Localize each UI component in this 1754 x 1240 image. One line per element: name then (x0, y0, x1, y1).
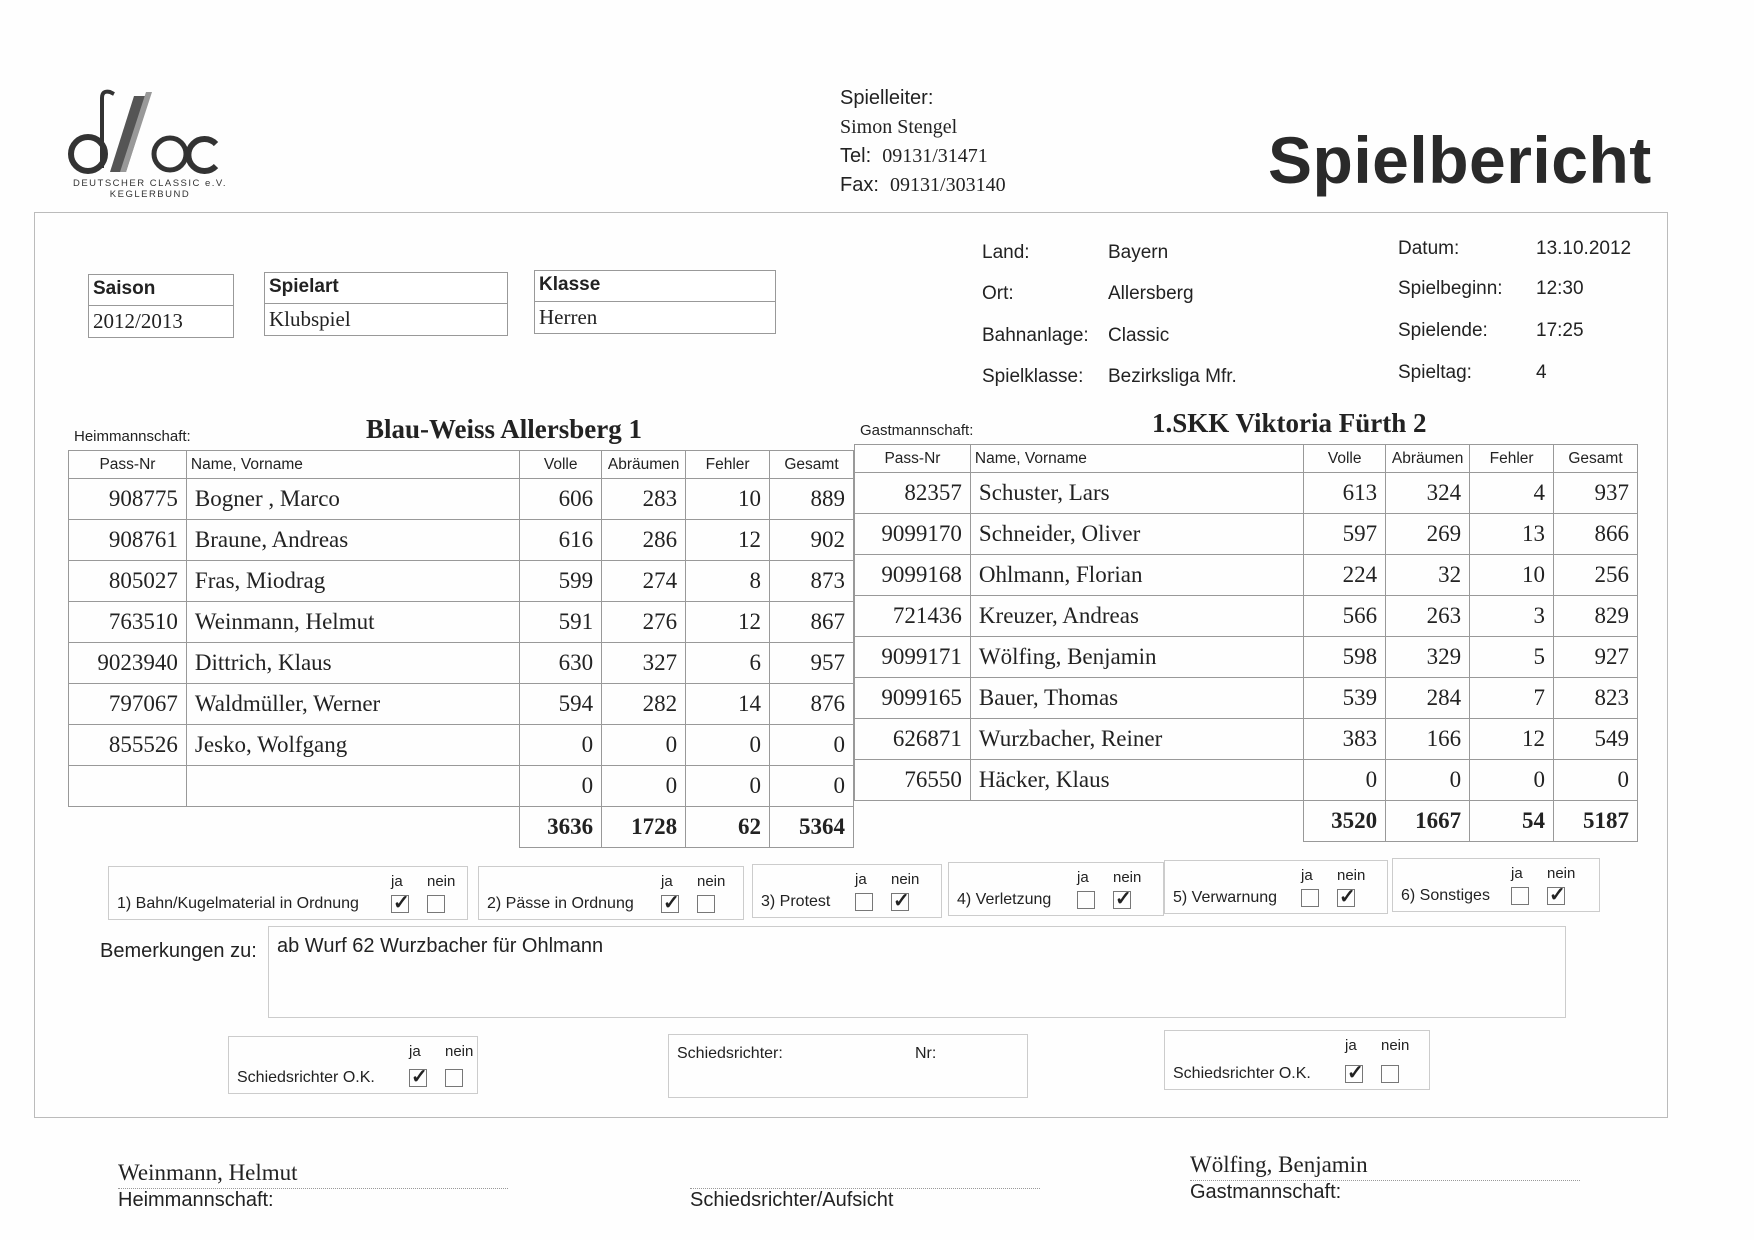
datum-value: 13.10.2012 (1536, 238, 1632, 259)
home-header-row (69, 451, 854, 479)
total-gesamt: 5187 (1554, 801, 1638, 842)
abraeumen-cell: 283 (602, 479, 686, 520)
fehler-cell: 0 (1470, 760, 1554, 801)
name-cell: Schuster, Lars (970, 473, 1303, 514)
player-row (69, 561, 854, 602)
guest-signature (1190, 1152, 1580, 1204)
col-name: Name, Vorname (970, 445, 1303, 473)
abraeumen-cell: 327 (602, 643, 686, 684)
logo-org-line1: DEUTSCHER CLASSIC e.V. (72, 178, 228, 189)
pass-nr-cell: 626871 (855, 719, 971, 760)
land-label: Land: (982, 242, 1030, 263)
fehler-cell: 12 (686, 602, 770, 643)
fehler-cell: 12 (1470, 719, 1554, 760)
abraeumen-cell: 284 (1386, 678, 1470, 719)
schiedsrichter-ok-guest-nein-checkbox[interactable] (1381, 1065, 1399, 1083)
col-fehler: Fehler (686, 451, 770, 479)
klasse-value: Herren (539, 305, 598, 329)
abraeumen-cell: 269 (1386, 514, 1470, 555)
home-signature-label: Heimmannschaft: (118, 1189, 274, 1211)
logo-org-line2: KEGLERBUND (109, 189, 191, 200)
name-cell: Dittrich, Klaus (186, 643, 519, 684)
check-3-ja-checkbox[interactable] (855, 893, 873, 911)
home-score-table (68, 450, 854, 848)
pass-nr-cell: 763510 (69, 602, 187, 643)
schiedsrichter-box (668, 1034, 1028, 1098)
player-row (69, 602, 854, 643)
player-row (69, 479, 854, 520)
guest-signature-name: Wölfing, Benjamin (1190, 1152, 1368, 1177)
spielart-label: Spielart (265, 273, 507, 304)
check-question-label: 3) Protest (761, 893, 831, 910)
pass-nr-cell: 908761 (69, 520, 187, 561)
home-team-name: Blau-Weiss Allersberg 1 (366, 414, 642, 444)
total-gesamt: 5364 (770, 807, 854, 848)
home-signature-name: Weinmann, Helmut (118, 1160, 298, 1185)
totals-row (855, 801, 1638, 842)
total-volle: 3636 (520, 807, 602, 848)
check-question-1 (108, 866, 468, 920)
nein-label: nein (1381, 1037, 1410, 1054)
col-gesamt: Gesamt (1554, 445, 1638, 473)
col-abraeumen: Abräumen (602, 451, 686, 479)
abraeumen-cell: 286 (602, 520, 686, 561)
col-pass-nr: Pass-Nr (855, 445, 971, 473)
gesamt-cell: 876 (770, 684, 854, 725)
pass-nr-cell: 9099171 (855, 637, 971, 678)
volle-cell: 630 (520, 643, 602, 684)
schiedsrichter-nr-label: Nr: (915, 1045, 937, 1062)
gesamt-cell: 0 (770, 725, 854, 766)
gesamt-cell: 829 (1554, 596, 1638, 637)
volle-cell: 599 (520, 561, 602, 602)
schiedsrichter-ok-home (228, 1036, 478, 1094)
volle-cell: 0 (1304, 760, 1386, 801)
volle-cell: 383 (1304, 719, 1386, 760)
name-cell: Häcker, Klaus (970, 760, 1303, 801)
totals-row (69, 807, 854, 848)
spielklasse-value: Bezirksliga Mfr. (1108, 366, 1237, 387)
guest-header-row (855, 445, 1638, 473)
pass-nr-cell (69, 766, 187, 807)
player-row (855, 678, 1638, 719)
home-team-label: Heimmannschaft: (74, 428, 191, 445)
ort-value: Allersberg (1108, 283, 1194, 304)
spieltag-label: Spieltag: (1398, 362, 1472, 383)
nein-label: nein (1113, 869, 1142, 886)
abraeumen-cell: 166 (1386, 719, 1470, 760)
volle-cell: 0 (520, 725, 602, 766)
schiedsrichter-ok-label: Schiedsrichter O.K. (237, 1069, 375, 1086)
total-fehler: 54 (1470, 801, 1554, 842)
player-row (69, 643, 854, 684)
pass-nr-cell: 9099165 (855, 678, 971, 719)
col-volle: Volle (520, 451, 602, 479)
player-row (69, 684, 854, 725)
page-title: Spielbericht (1268, 123, 1652, 197)
gesamt-cell: 0 (1554, 760, 1638, 801)
gesamt-cell: 866 (1554, 514, 1638, 555)
pass-nr-cell: 721436 (855, 596, 971, 637)
abraeumen-cell: 0 (602, 766, 686, 807)
saison-label: Saison (89, 275, 233, 306)
schiedsrichter-ok-guest-ja-checkbox[interactable] (1345, 1065, 1363, 1083)
home-signature (118, 1160, 508, 1212)
gesamt-cell: 957 (770, 643, 854, 684)
spielbeginn-value: 12:30 (1536, 278, 1584, 299)
player-row (855, 719, 1638, 760)
gesamt-cell: 927 (1554, 637, 1638, 678)
schiedsrichter-ok-home-nein-checkbox[interactable] (445, 1069, 463, 1087)
check-4-ja-checkbox[interactable] (1077, 891, 1095, 909)
spielleiter-label: Spielleiter: (840, 87, 934, 109)
fehler-cell: 5 (1470, 637, 1554, 678)
spielleiter-block (840, 84, 1006, 200)
pass-nr-cell: 855526 (69, 725, 187, 766)
spielart-value: Klubspiel (269, 307, 351, 331)
abraeumen-cell: 32 (1386, 555, 1470, 596)
check-4-nein-checkbox[interactable] (1113, 891, 1131, 909)
check-3-nein-checkbox[interactable] (891, 893, 909, 911)
tel-label: Tel: (840, 145, 872, 167)
ja-label: ja (661, 873, 673, 890)
check-question-3 (752, 864, 942, 918)
abraeumen-cell: 263 (1386, 596, 1470, 637)
col-pass-nr: Pass-Nr (69, 451, 187, 479)
check-question-6 (1392, 858, 1600, 912)
nein-label: nein (891, 871, 920, 888)
abraeumen-cell: 0 (1386, 760, 1470, 801)
player-row (69, 520, 854, 561)
check-question-5 (1164, 860, 1388, 914)
pass-nr-cell: 82357 (855, 473, 971, 514)
guest-team-label: Gastmannschaft: (860, 422, 974, 439)
nein-label: nein (445, 1043, 474, 1060)
player-row (855, 596, 1638, 637)
referee-signature-label: Schiedsrichter/Aufsicht (690, 1189, 894, 1211)
volle-cell: 606 (520, 479, 602, 520)
volle-cell: 594 (520, 684, 602, 725)
bemerkungen-label: Bemerkungen zu: (100, 940, 257, 962)
ja-label: ja (1511, 865, 1523, 882)
klasse-label: Klasse (535, 271, 775, 302)
totals-spacer (69, 807, 520, 848)
fehler-cell: 12 (686, 520, 770, 561)
fehler-cell: 0 (686, 725, 770, 766)
abraeumen-cell: 324 (1386, 473, 1470, 514)
ja-label: ja (1077, 869, 1089, 886)
ja-label: ja (1345, 1037, 1357, 1054)
name-cell: Kreuzer, Andreas (970, 596, 1303, 637)
bemerkungen-text: ab Wurf 62 Wurzbacher für Ohlmann (277, 935, 604, 957)
abraeumen-cell: 274 (602, 561, 686, 602)
check-question-4 (948, 862, 1164, 916)
dkbc-logo-icon (66, 88, 236, 180)
spielleiter-name: Simon Stengel (840, 116, 958, 138)
name-cell: Jesko, Wolfgang (186, 725, 519, 766)
gesamt-cell: 256 (1554, 555, 1638, 596)
spieltag-value: 4 (1536, 362, 1547, 383)
check-6-ja-checkbox[interactable] (1511, 887, 1529, 905)
col-abraeumen: Abräumen (1386, 445, 1470, 473)
volle-cell: 613 (1304, 473, 1386, 514)
saison-box (88, 274, 234, 338)
gesamt-cell: 902 (770, 520, 854, 561)
guest-score-table (854, 444, 1638, 842)
nein-label: nein (1337, 867, 1366, 884)
fax-value: 09131/303140 (890, 174, 1006, 196)
volle-cell: 597 (1304, 514, 1386, 555)
ja-label: ja (391, 873, 403, 890)
totals-spacer (855, 801, 1304, 842)
pass-nr-cell: 797067 (69, 684, 187, 725)
fax-label: Fax: (840, 174, 879, 196)
fehler-cell: 6 (686, 643, 770, 684)
name-cell: Braune, Andreas (186, 520, 519, 561)
check-1-nein-checkbox[interactable] (427, 895, 445, 913)
abraeumen-cell: 0 (602, 725, 686, 766)
pass-nr-cell: 9023940 (69, 643, 187, 684)
volle-cell: 539 (1304, 678, 1386, 719)
dkbc-logo (66, 88, 236, 206)
ja-label: ja (409, 1043, 421, 1060)
pass-nr-cell: 76550 (855, 760, 971, 801)
total-volle: 3520 (1304, 801, 1386, 842)
schiedsrichter-label: Schiedsrichter: (677, 1045, 783, 1062)
spielklasse-label: Spielklasse: (982, 366, 1084, 387)
nein-label: nein (1547, 865, 1576, 882)
fehler-cell: 10 (686, 479, 770, 520)
gesamt-cell: 867 (770, 602, 854, 643)
col-fehler: Fehler (1470, 445, 1554, 473)
referee-signature (690, 1186, 1040, 1212)
total-abraeumen: 1728 (602, 807, 686, 848)
ja-label: ja (855, 871, 867, 888)
tel-value: 09131/31471 (882, 145, 988, 167)
ort-label: Ort: (982, 283, 1014, 304)
check-2-nein-checkbox[interactable] (697, 895, 715, 913)
fehler-cell: 3 (1470, 596, 1554, 637)
name-cell: Wölfing, Benjamin (970, 637, 1303, 678)
player-row (855, 473, 1638, 514)
name-cell: Waldmüller, Werner (186, 684, 519, 725)
gesamt-cell: 549 (1554, 719, 1638, 760)
name-cell: Bauer, Thomas (970, 678, 1303, 719)
guest-team-name: 1.SKK Viktoria Fürth 2 (1152, 408, 1427, 438)
name-cell: Schneider, Oliver (970, 514, 1303, 555)
bemerkungen-field[interactable] (268, 926, 1566, 1018)
gesamt-cell: 873 (770, 561, 854, 602)
name-cell (186, 766, 519, 807)
schiedsrichter-ok-home-ja-checkbox[interactable] (409, 1069, 427, 1087)
check-5-nein-checkbox[interactable] (1337, 889, 1355, 907)
fehler-cell: 10 (1470, 555, 1554, 596)
klasse-box (534, 270, 776, 334)
bahnanlage-value: Classic (1108, 325, 1170, 346)
schiedsrichter-ok-guest (1164, 1030, 1430, 1090)
check-2-ja-checkbox[interactable] (661, 895, 679, 913)
fehler-cell: 8 (686, 561, 770, 602)
gesamt-cell: 889 (770, 479, 854, 520)
gesamt-cell: 823 (1554, 678, 1638, 719)
col-name: Name, Vorname (186, 451, 519, 479)
bahnanlage-label: Bahnanlage: (982, 325, 1089, 346)
volle-cell: 566 (1304, 596, 1386, 637)
check-question-label: 5) Verwarnung (1173, 889, 1278, 906)
name-cell: Ohlmann, Florian (970, 555, 1303, 596)
player-row (855, 555, 1638, 596)
name-cell: Bogner , Marco (186, 479, 519, 520)
saison-value: 2012/2013 (93, 309, 183, 333)
pass-nr-cell: 9099168 (855, 555, 971, 596)
fehler-cell: 14 (686, 684, 770, 725)
check-question-label: 6) Sonstiges (1401, 887, 1490, 904)
abraeumen-cell: 276 (602, 602, 686, 643)
abraeumen-cell: 282 (602, 684, 686, 725)
volle-cell: 616 (520, 520, 602, 561)
schiedsrichter-ok-label: Schiedsrichter O.K. (1173, 1065, 1311, 1082)
check-5-ja-checkbox[interactable] (1301, 889, 1319, 907)
volle-cell: 591 (520, 602, 602, 643)
spielende-value: 17:25 (1536, 320, 1584, 341)
player-row (855, 760, 1638, 801)
ja-label: ja (1301, 867, 1313, 884)
pass-nr-cell: 805027 (69, 561, 187, 602)
pass-nr-cell: 908775 (69, 479, 187, 520)
fehler-cell: 7 (1470, 678, 1554, 719)
check-question-label: 4) Verletzung (957, 891, 1052, 908)
volle-cell: 224 (1304, 555, 1386, 596)
total-abraeumen: 1667 (1386, 801, 1470, 842)
name-cell: Fras, Miodrag (186, 561, 519, 602)
gesamt-cell: 937 (1554, 473, 1638, 514)
spielende-label: Spielende: (1398, 320, 1488, 341)
nein-label: nein (697, 873, 726, 890)
guest-signature-label: Gastmannschaft: (1190, 1181, 1342, 1203)
nein-label: nein (427, 873, 456, 890)
fehler-cell: 13 (1470, 514, 1554, 555)
fehler-cell: 4 (1470, 473, 1554, 514)
check-question-label: 2) Pässe in Ordnung (487, 895, 634, 912)
col-volle: Volle (1304, 445, 1386, 473)
volle-cell: 0 (520, 766, 602, 807)
check-1-ja-checkbox[interactable] (391, 895, 409, 913)
spielbeginn-label: Spielbeginn: (1398, 278, 1503, 299)
spielart-box (264, 272, 508, 336)
volle-cell: 598 (1304, 637, 1386, 678)
player-row (69, 725, 854, 766)
datum-label: Datum: (1398, 238, 1460, 259)
check-question-label: 1) Bahn/Kugelmaterial in Ordnung (117, 895, 359, 912)
pass-nr-cell: 9099170 (855, 514, 971, 555)
total-fehler: 62 (686, 807, 770, 848)
player-row (855, 514, 1638, 555)
name-cell: Weinmann, Helmut (186, 602, 519, 643)
player-row (855, 637, 1638, 678)
check-question-2 (478, 866, 744, 920)
name-cell: Wurzbacher, Reiner (970, 719, 1303, 760)
land-value: Bayern (1108, 242, 1169, 263)
gesamt-cell: 0 (770, 766, 854, 807)
player-row (69, 766, 854, 807)
abraeumen-cell: 329 (1386, 637, 1470, 678)
check-6-nein-checkbox[interactable] (1547, 887, 1565, 905)
fehler-cell: 0 (686, 766, 770, 807)
col-gesamt: Gesamt (770, 451, 854, 479)
